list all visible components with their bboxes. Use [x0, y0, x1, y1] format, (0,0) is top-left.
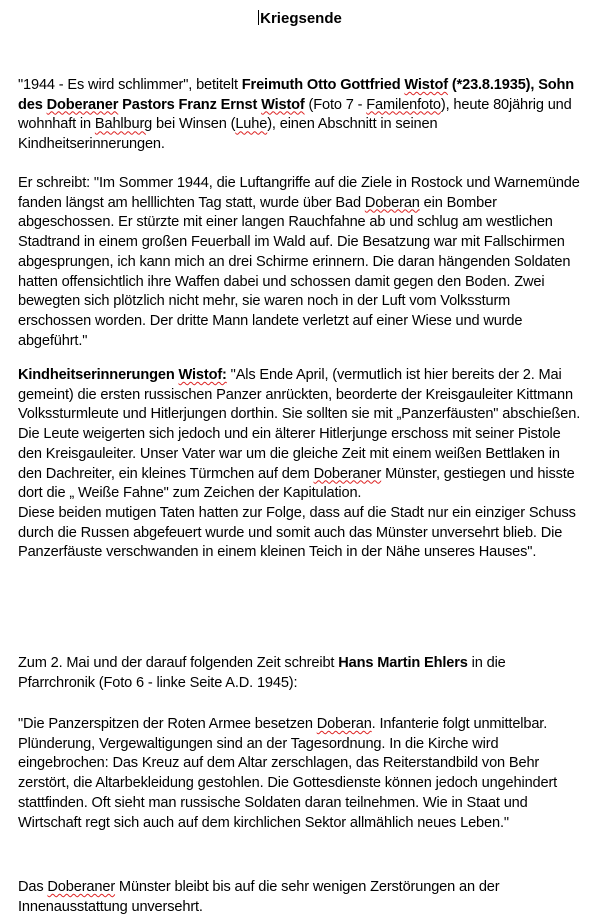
text-run: "Die Panzerspitzen der Roten Armee besetzen [18, 716, 317, 732]
paragraph-conclusion[interactable] [18, 878, 584, 917]
spellcheck-word: Doberan [364, 194, 420, 211]
text-run: (Foto 7 - [304, 96, 367, 113]
text-run: Er schreibt: "Im Sommer 1944, die Luftangriffe auf die Ziele in Rostock und Warnemünde fanden längst am helllichten Tag statt, wurde über Bad [18, 175, 580, 211]
paragraph-chronicle-quote[interactable] [18, 715, 584, 833]
text-run: ), einen Abschnitt in seinen Kindheitserinnerungen. [18, 116, 438, 153]
document-title: Kriegsende [260, 10, 342, 27]
text-run: Zum 2. Mai und der darauf folgenden Zeit schreibt [18, 655, 339, 671]
text-cursor [258, 10, 259, 25]
paragraph-chronicle-intro[interactable] [18, 654, 584, 693]
text-run: Das [18, 879, 48, 895]
paragraph-childhood-memories[interactable] [18, 366, 584, 563]
text-run: . Infanterie folgt unmittelbar. Plünderung, Vergewaltigungen sind an der Tagesordnung. In die Kirche wird eingebrochen: Das Kreuz auf dem Altar zerschlagen, das Reiterstandbild von Behr zerstört, die Altarbekleidung gestohlen. Die Gottesdienste können jedoch ungehindert stattfinden. Oft sieht man russische Soldaten daran teilnehmen. Wie in Staat und Wirtschaft regt sich auch auf dem kirchlichen Sektor allmählich neues Leben." [18, 716, 558, 831]
text-run: ), heute 80jährig und wohnhaft in [18, 96, 572, 133]
text-run: "1944 - Es wird schlimmer", betitelt [18, 77, 242, 93]
section-label: Kindheitserinnerungen Wistof: [18, 367, 227, 383]
spellcheck-word: Bahlburg [94, 116, 153, 133]
text-run: "Als Ende April, (vermutlich ist hier bereits der 2. Mai gemeint) die ersten russischen Panzer anrückten, beorderte der Kreisgauleiter Kittmann Volkssturmleute und Hitlerjungen dorthin. Sie sollten sie mit „Panzerfäusten" abschießen. Die Leute weigerten sich jedoch und ein älterer Hitlerjunge erschoss mit seiner Pistole den Kreisgauleiter. Unser Vater war um die gleiche Zeit mit einem weißen Bettlaken in den Dachreiter, ein kleines Türmchen auf dem [18, 367, 581, 482]
chronicle-author: Hans Martin Ehlers [338, 655, 468, 671]
spellcheck-word: Doberaner [313, 465, 382, 482]
spellcheck-word: Doberan [316, 716, 372, 732]
text-run: bei Winsen ( [152, 116, 236, 133]
text-run: Münster, gestiegen und hisste dort die „ Weiße Fahne" zum Zeichen der Kapitulation. [18, 465, 575, 502]
spellcheck-word: Doberaner [47, 879, 116, 895]
paragraph-bomber[interactable] [18, 174, 584, 351]
spellcheck-word: Luhe [235, 116, 268, 133]
spellcheck-word: Familenfoto [366, 96, 441, 113]
paragraph-intro[interactable] [18, 76, 584, 155]
author-name: Freimuth Otto Gottfried Wistof (*23.8.1935), Sohn des Doberaner Pastors Franz Ernst Wistof [18, 77, 575, 113]
text-run: in die Pfarrchronik (Foto 6 - linke Seite A.D. 1945): [18, 655, 506, 691]
text-run: Münster bleibt bis auf die sehr wenigen Zerstörungen an der Innenausstattung unversehrt. [18, 879, 500, 915]
text-run: ein Bomber abgeschossen. Er stürzte mit einer langen Rauchfahne ab und schlug am westlichen Stadtrand in einem großen Feuerball im Wald auf. Die Besatzung war mit Fallschirmen abgesprungen, ich kann mich an drei Schirme erinnern. Die daran hängenden Soldaten hatten offensichtlich ihre Waffen dabei und schossen damit gegen den Boden. Zwei bewegten sich plötzlich nicht mehr, sie waren noch in der Luft vom Volkssturm erschossen worden. Der dritte Mann landete verletzt auf einer Wiese und wurde abgeführt." [18, 194, 571, 349]
text-line: Diese beiden mutigen Taten hatten zur Folge, dass auf die Stadt nur ein einziger Schuss durch die Russen abgefeuert wurde und somit auch das Münster unversehrt blieb. Die Panzerfäuste verschwanden in einem kleinen Teich in der Nähe unseres Hauses". [18, 504, 576, 561]
